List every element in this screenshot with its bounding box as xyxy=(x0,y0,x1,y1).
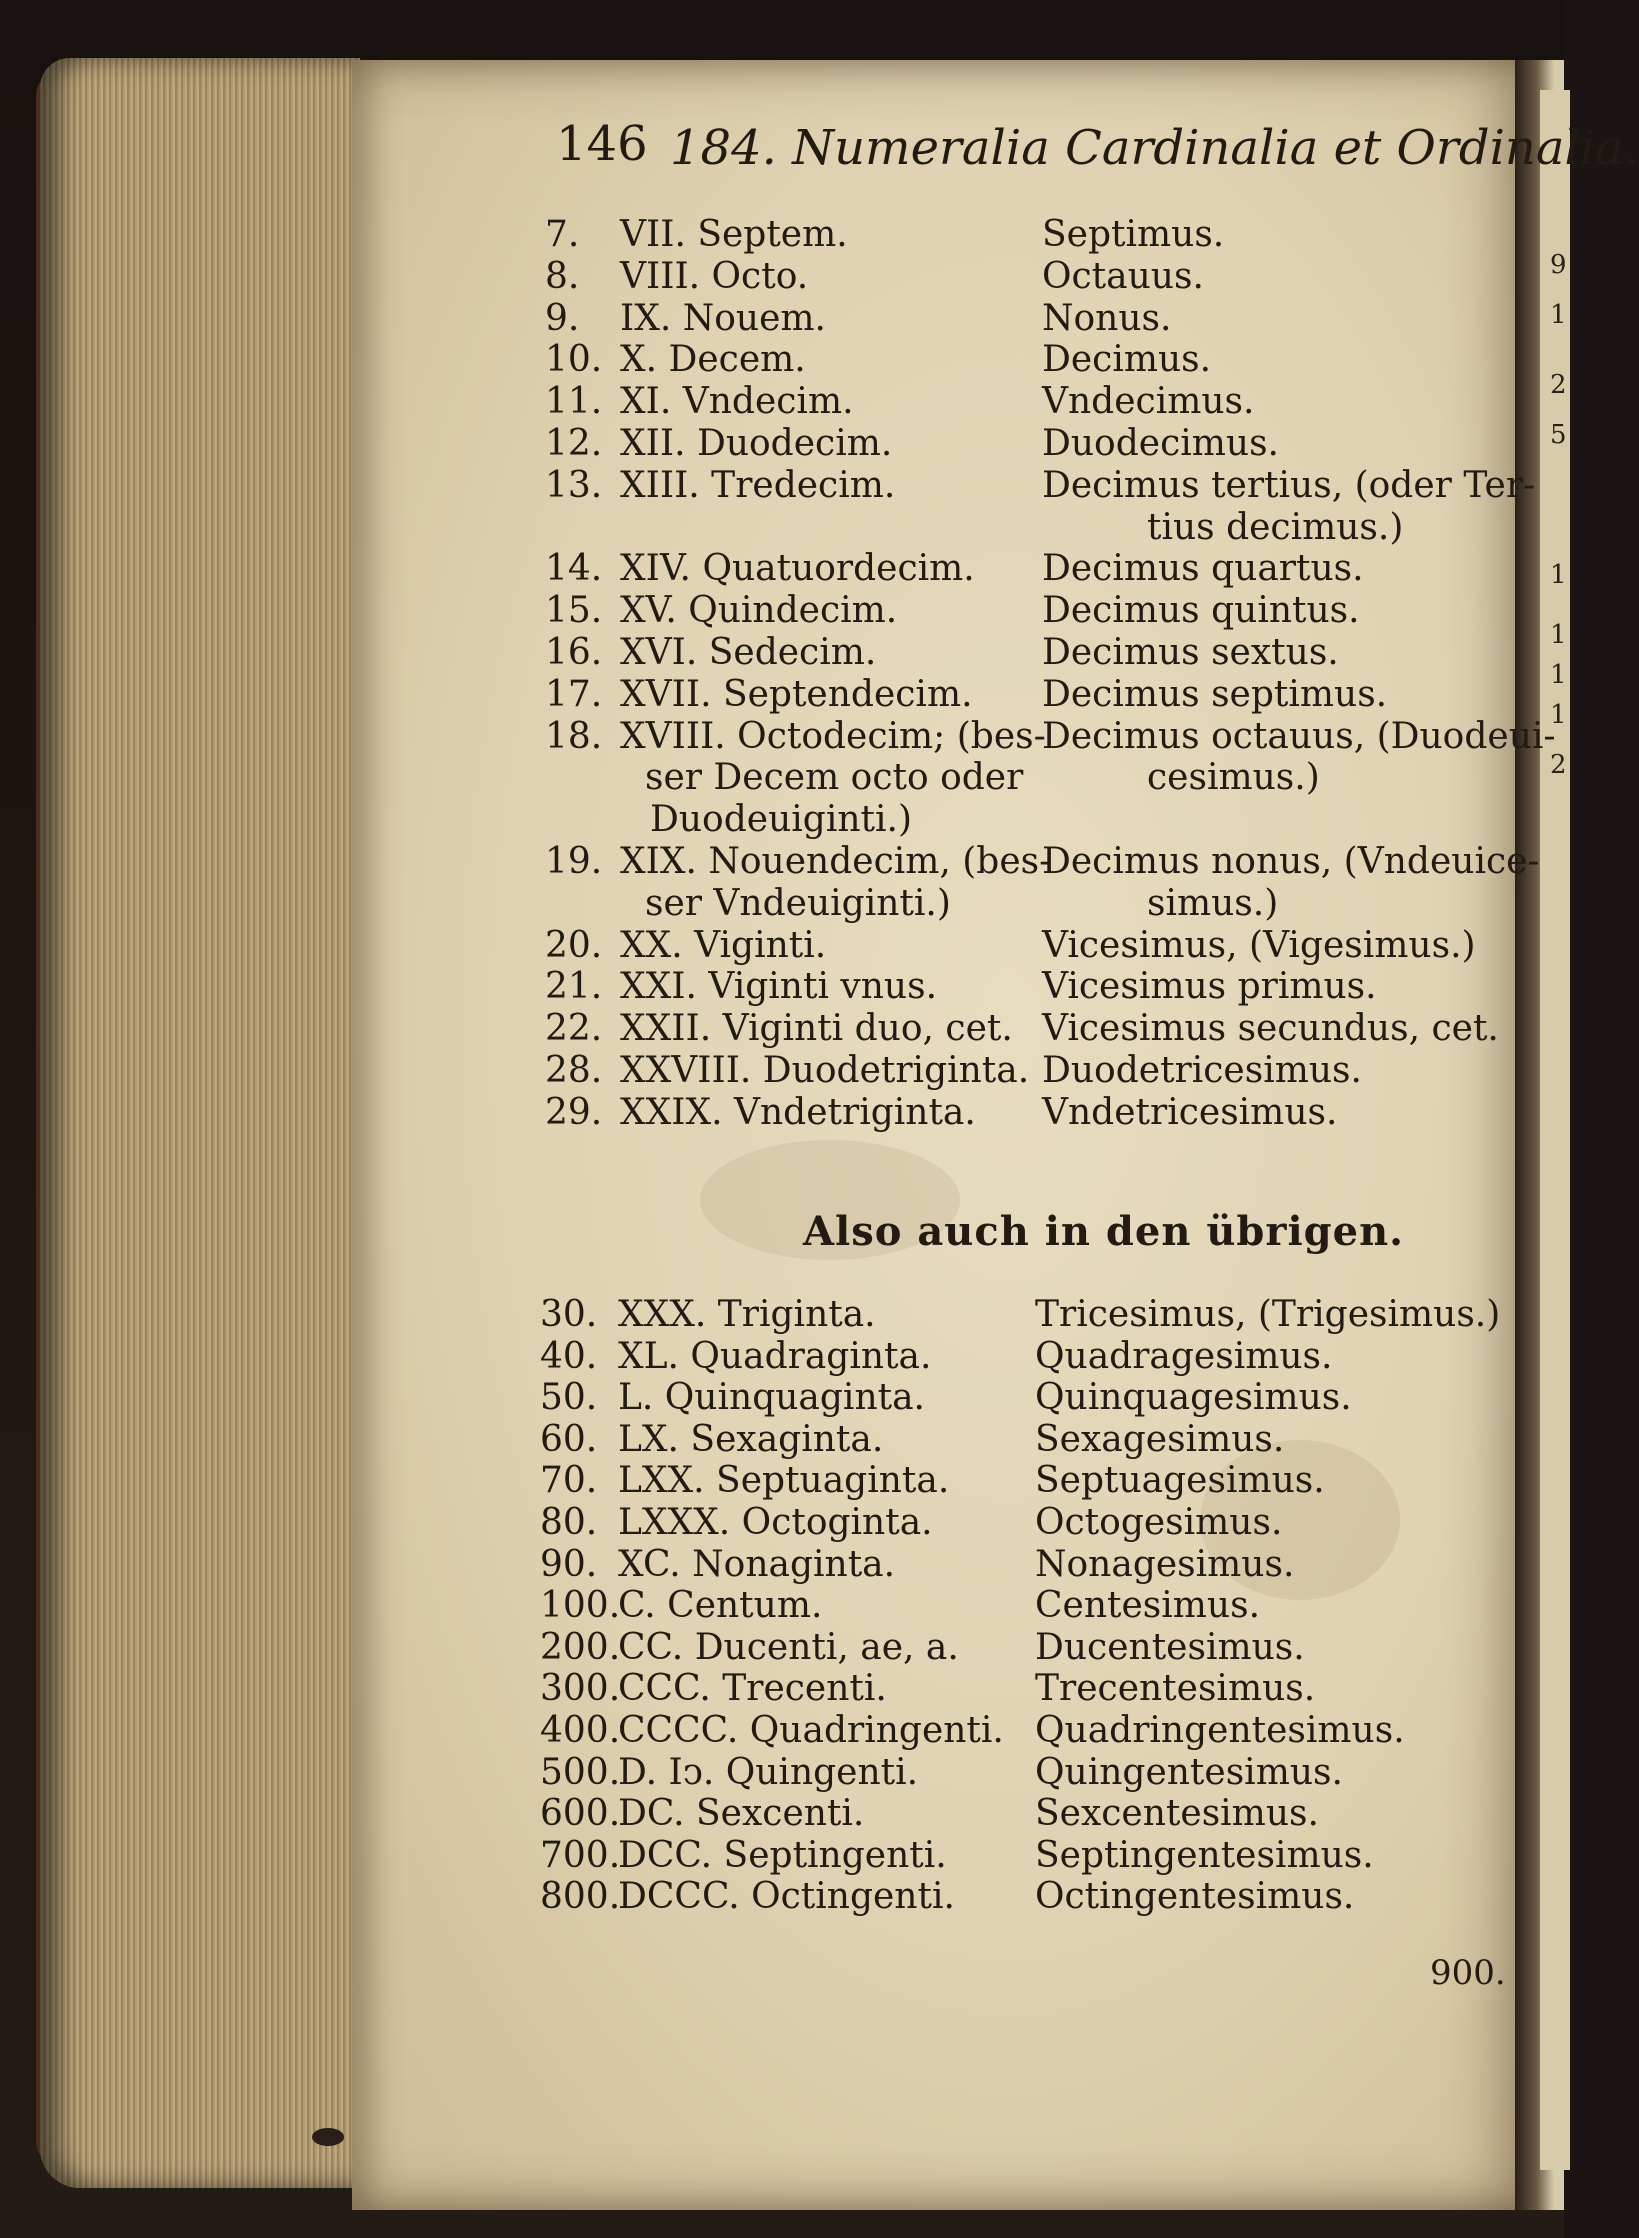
ordinal-latin: Duodecimus. xyxy=(1042,423,1279,464)
facing-page-text: 2 xyxy=(1550,750,1567,780)
ordinal-latin: Vicesimus primus. xyxy=(1042,966,1377,1008)
ordinal-latin: Octogesimus. xyxy=(1035,1502,1283,1543)
cardinal-latin: VII. Septem. xyxy=(620,214,848,255)
ordinal-latin: Tricesimus, (Trigesimus.) xyxy=(1035,1294,1501,1335)
cardinal-continuation: Duodeuiginti.) xyxy=(650,799,912,841)
cardinal-latin: XVIII. Octodecim; (bes- xyxy=(620,715,1046,757)
page-stack-edge xyxy=(40,58,360,2188)
ordinal-latin: Duodetricesimus. xyxy=(1042,1050,1362,1091)
facing-page-text: 5 xyxy=(1550,420,1567,450)
row-number: 13. xyxy=(545,464,603,506)
cardinal-latin: IX. Nouem. xyxy=(620,297,826,339)
section-heading: Also auch in den übrigen. xyxy=(803,1208,1405,1255)
ordinal-latin: Vicesimus secundus, cet. xyxy=(1042,1008,1499,1050)
row-number: 400. xyxy=(540,1710,621,1751)
row-number: 200. xyxy=(540,1626,621,1668)
row-number: 12. xyxy=(545,423,603,464)
cardinal-latin: XX. Viginti. xyxy=(620,924,827,966)
facing-page-text: 2 xyxy=(1550,370,1567,400)
ordinal-latin: Sexagesimus. xyxy=(1035,1418,1285,1460)
cardinal-latin: XVI. Sedecim. xyxy=(620,632,877,673)
row-number: 18. xyxy=(545,715,603,757)
ordinal-latin: Quadringentesimus. xyxy=(1035,1710,1405,1751)
ordinal-latin: Nonagesimus. xyxy=(1035,1543,1295,1585)
cardinal-latin: LXXX. Octoginta. xyxy=(618,1502,933,1543)
ordinal-latin: Decimus quartus. xyxy=(1042,548,1364,590)
ordinal-continuation: cesimus.) xyxy=(1147,757,1320,799)
ordinal-latin: Quinquagesimus. xyxy=(1035,1377,1352,1419)
row-number: 29. xyxy=(545,1091,603,1133)
cardinal-latin: XV. Quindecim. xyxy=(620,590,898,632)
cardinal-latin: XIII. Tredecim. xyxy=(620,464,896,506)
cardinal-latin: VIII. Octo. xyxy=(620,255,809,297)
row-number: 22. xyxy=(545,1008,603,1050)
facing-page-text: 1 xyxy=(1550,560,1567,590)
cardinal-latin: XII. Duodecim. xyxy=(620,423,893,464)
ordinal-latin: Ducentesimus. xyxy=(1035,1626,1305,1668)
cardinal-latin: XL. Quadraginta. xyxy=(618,1335,932,1377)
row-number: 11. xyxy=(545,381,603,423)
facing-page-text: 1 xyxy=(1550,300,1567,330)
cardinal-latin: XIX. Nouendecim, (bes- xyxy=(620,841,1052,882)
facing-page-text: 1 xyxy=(1550,620,1567,650)
row-number: 80. xyxy=(540,1502,598,1543)
ordinal-latin: Trecentesimus. xyxy=(1035,1668,1316,1710)
catchword: 900. xyxy=(1430,1953,1506,1993)
cardinal-latin: XI. Vndecim. xyxy=(620,381,854,423)
row-number: 9. xyxy=(545,297,580,339)
row-number: 21. xyxy=(545,966,603,1008)
ordinal-continuation: simus.) xyxy=(1147,882,1279,924)
cardinal-latin: CCCC. Quadringenti. xyxy=(618,1710,1004,1751)
ordinal-latin: Septimus. xyxy=(1042,214,1225,255)
row-number: 15. xyxy=(545,590,603,632)
cardinal-latin: LXX. Septuaginta. xyxy=(618,1460,950,1502)
row-number: 100. xyxy=(540,1585,621,1627)
ordinal-latin: Decimus quintus. xyxy=(1042,590,1360,632)
cardinal-latin: LX. Sexaginta. xyxy=(618,1418,884,1460)
cardinal-latin: XXI. Viginti vnus. xyxy=(620,966,938,1008)
cardinal-latin: L. Quinquaginta. xyxy=(618,1377,926,1419)
facing-page-text: 1 xyxy=(1550,660,1567,690)
facing-page-text: 9 xyxy=(1550,250,1567,280)
ordinal-latin: Quingentesimus. xyxy=(1035,1751,1343,1793)
ordinal-latin: Decimus tertius, (oder Ter- xyxy=(1042,464,1536,506)
ordinal-latin: Decimus. xyxy=(1042,339,1212,381)
cardinal-latin: CC. Ducenti, ae, a. xyxy=(618,1626,959,1668)
ordinal-continuation: tius decimus.) xyxy=(1147,506,1404,548)
cardinal-latin: XXVIII. Duodetriginta. xyxy=(620,1050,1030,1091)
row-number: 90. xyxy=(540,1543,598,1585)
cardinal-latin: XXII. Viginti duo, cet. xyxy=(620,1008,1013,1050)
row-number: 19. xyxy=(545,841,603,882)
page-title: 184. Numeralia Cardinalia et Ordinalia. xyxy=(670,120,1639,176)
cardinal-continuation: ser Decem octo oder xyxy=(645,757,1024,799)
cardinal-latin: DC. Sexcenti. xyxy=(618,1793,865,1835)
ordinal-latin: Sexcentesimus. xyxy=(1035,1793,1319,1835)
row-number: 16. xyxy=(545,632,603,673)
ordinal-latin: Vicesimus, (Vigesimus.) xyxy=(1042,924,1476,966)
cardinal-latin: D. Iↄ. Quingenti. xyxy=(618,1751,919,1793)
page-number: 146 xyxy=(556,116,648,172)
ordinal-latin: Nonus. xyxy=(1042,297,1172,339)
ordinal-latin: Octauus. xyxy=(1042,255,1204,297)
ordinal-latin: Centesimus. xyxy=(1035,1585,1261,1627)
row-number: 700. xyxy=(540,1834,621,1876)
row-number: 14. xyxy=(545,548,603,590)
row-number: 300. xyxy=(540,1668,621,1710)
cardinal-latin: DCCC. Octingenti. xyxy=(618,1876,955,1918)
row-number: 500. xyxy=(540,1751,621,1793)
row-number: 30. xyxy=(540,1294,598,1335)
ordinal-latin: Octingentesimus. xyxy=(1035,1876,1355,1918)
cardinal-latin: XXIX. Vndetriginta. xyxy=(620,1091,976,1133)
ordinal-latin: Decimus septimus. xyxy=(1042,673,1388,715)
ordinal-latin: Vndetricesimus. xyxy=(1042,1091,1338,1133)
facing-page-edge xyxy=(1540,90,1570,2170)
cardinal-latin: CCC. Trecenti. xyxy=(618,1668,887,1710)
ordinal-latin: Septingentesimus. xyxy=(1035,1834,1374,1876)
cardinal-latin: XIV. Quatuordecim. xyxy=(620,548,975,590)
cardinal-latin: DCC. Septingenti. xyxy=(618,1834,947,1876)
row-number: 8. xyxy=(545,255,580,297)
row-number: 70. xyxy=(540,1460,598,1502)
facing-page-text: 1 xyxy=(1550,700,1567,730)
row-number: 28. xyxy=(545,1050,603,1091)
cardinal-latin: XC. Nonaginta. xyxy=(618,1543,896,1585)
cardinal-latin: C. Centum. xyxy=(618,1585,823,1627)
row-number: 600. xyxy=(540,1793,621,1835)
cardinal-latin: XVII. Septendecim. xyxy=(620,673,973,715)
ordinal-latin: Quadragesimus. xyxy=(1035,1335,1333,1377)
row-number: 20. xyxy=(545,924,603,966)
row-number: 50. xyxy=(540,1377,598,1419)
row-number: 10. xyxy=(545,339,603,381)
ordinal-latin: Septuagesimus. xyxy=(1035,1460,1325,1502)
ordinal-latin: Decimus nonus, (Vndeuice- xyxy=(1042,841,1540,882)
ordinal-latin: Vndecimus. xyxy=(1042,381,1255,423)
row-number: 800. xyxy=(540,1876,621,1918)
row-number: 60. xyxy=(540,1418,598,1460)
ordinal-latin: Decimus sextus. xyxy=(1042,632,1339,673)
row-number: 7. xyxy=(545,214,580,255)
cardinal-latin: X. Decem. xyxy=(620,339,806,381)
cardinal-continuation: ser Vndeuiginti.) xyxy=(645,882,951,924)
ordinal-latin: Decimus octauus, (Duodeui- xyxy=(1042,715,1556,757)
row-number: 40. xyxy=(540,1335,598,1377)
thumb-shadow xyxy=(312,2128,344,2146)
row-number: 17. xyxy=(545,673,603,715)
cardinal-latin: XXX. Triginta. xyxy=(618,1294,876,1335)
